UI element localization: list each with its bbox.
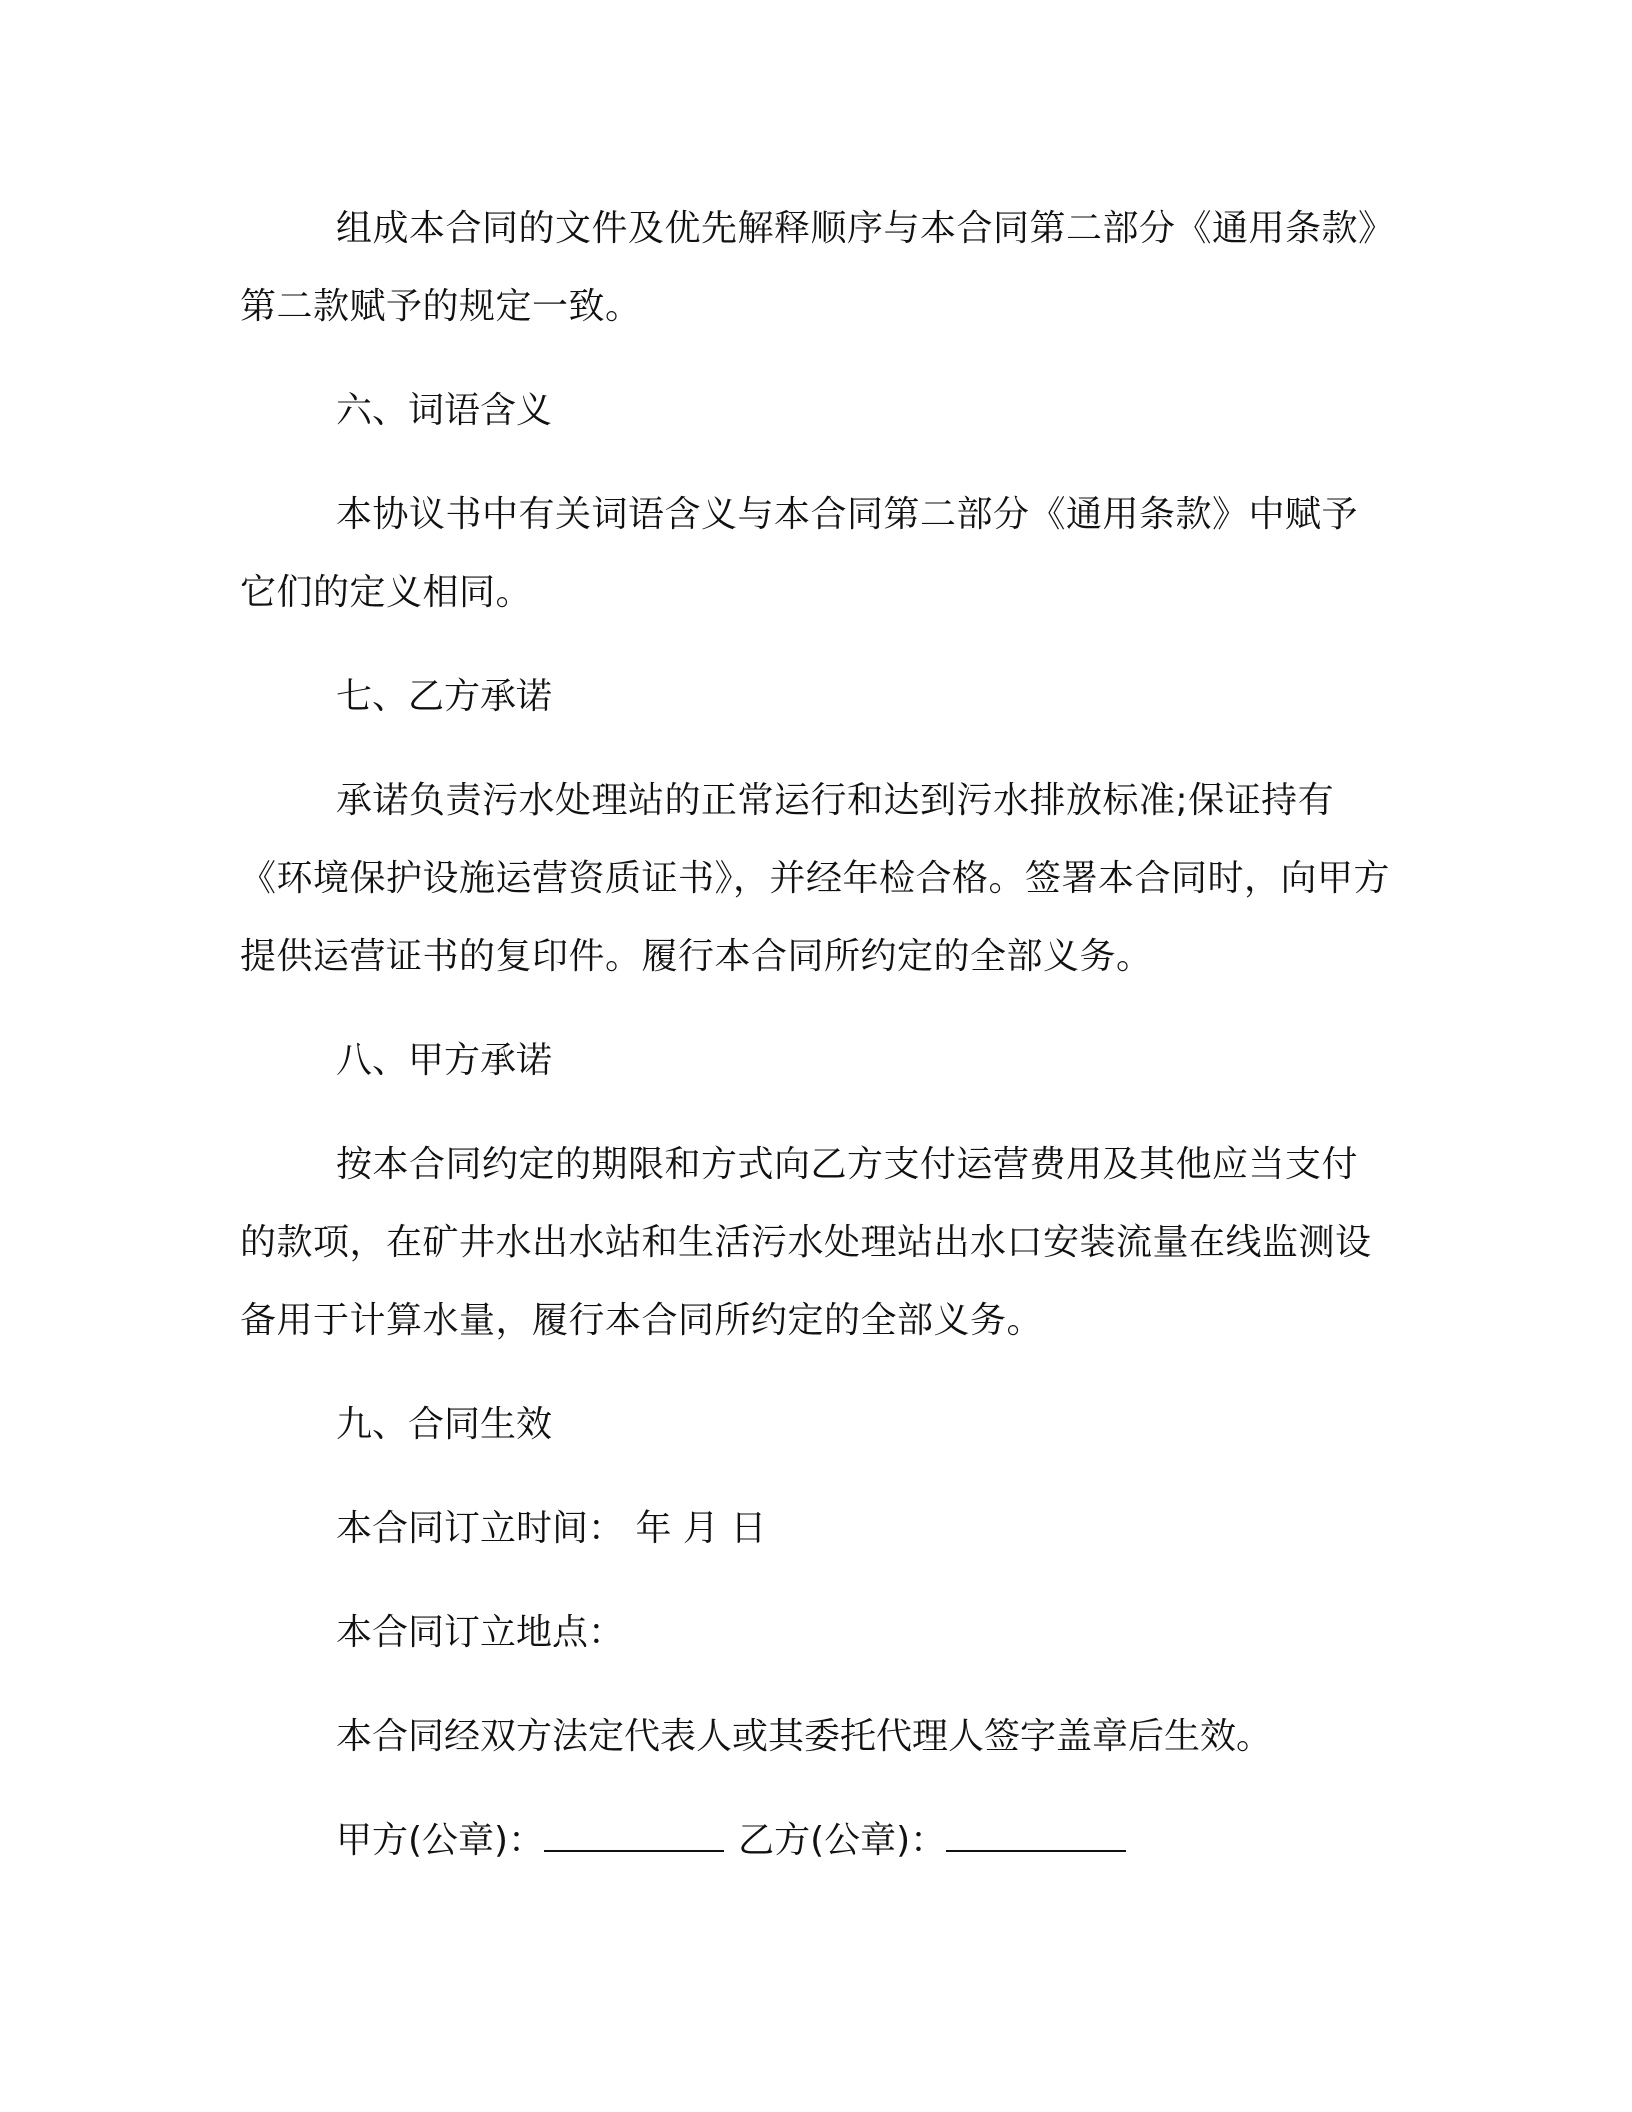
party-b-label: 乙方(公章)： <box>738 1820 947 1861</box>
contract-page <box>240 190 1390 1880</box>
party-b-seal-blank <box>946 1822 1126 1852</box>
heading-section-6: 六、词语含义 <box>336 390 553 431</box>
party-a-seal-blank <box>544 1822 724 1852</box>
signature-line <box>240 1802 1390 1880</box>
heading-section-9: 九、合同生效 <box>336 1404 553 1445</box>
sign-place-line: 本合同订立地点： <box>336 1612 625 1653</box>
heading-section-7: 七、乙方承诺 <box>336 676 553 717</box>
effect-line: 本合同经双方法定代表人或其委托代理人签字盖章后生效。 <box>336 1716 1273 1757</box>
paragraph-section-8: 按本合同约定的期限和方式向乙方支付运营费用及其他应当支付的款项，在矿井水出水站和生活污水处理站出水口安装流量在线监测设备用于计算水量，履行本合同所约定的全部义务。 <box>240 1144 1372 1341</box>
sign-date-line: 本合同订立时间： 年 月 日 <box>336 1508 767 1549</box>
heading-section-8: 八、甲方承诺 <box>336 1040 553 1081</box>
party-a-label: 甲方(公章)： <box>336 1820 545 1861</box>
paragraph-section-6: 本协议书中有关词语含义与本合同第二部分《通用条款》中赋予它们的定义相同。 <box>240 494 1359 613</box>
paragraph-document-order: 组成本合同的文件及优先解释顺序与本合同第二部分《通用条款》第二款赋予的规定一致。 <box>240 208 1377 327</box>
paragraph-section-7: 承诺负责污水处理站的正常运行和达到污水排放标准;保证持有《环境保护设施运营资质证书》，并经年检合格。签署本合同时，向甲方提供运营证书的复印件。履行本合同所约定的全部义务。 <box>240 780 1391 977</box>
